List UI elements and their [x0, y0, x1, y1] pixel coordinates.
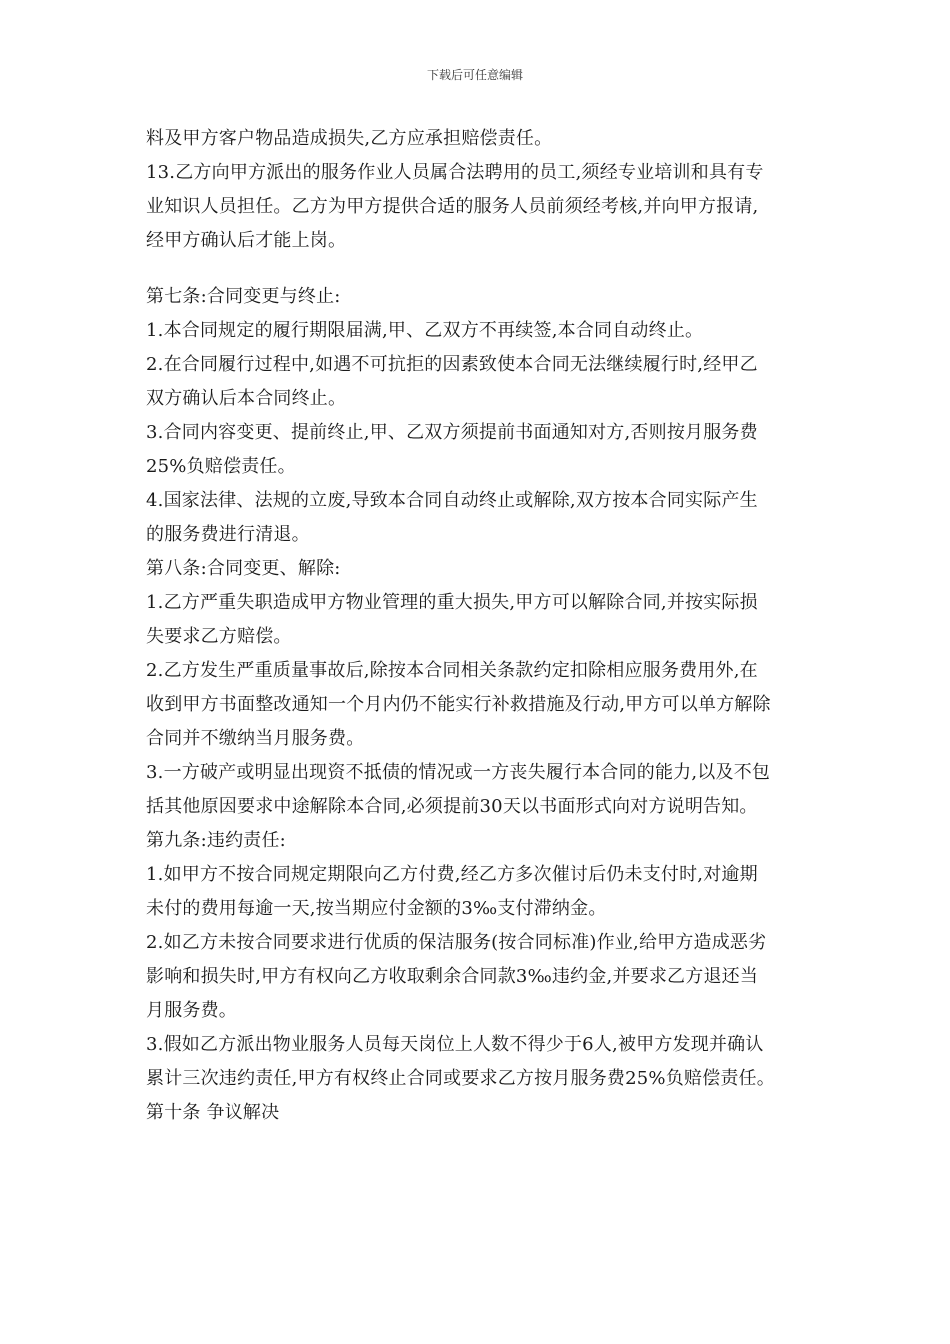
text-line: 料及甲方客户物品造成损失,乙方应承担赔偿责任。: [146, 128, 553, 149]
text-line: 合同并不缴纳当月服务费。: [146, 728, 365, 749]
text-line: 3.假如乙方派出物业服务人员每天岗位上人数不得少于6人,被甲方发现并确认: [146, 1034, 764, 1055]
text-line: 3.一方破产或明显出现资不抵债的情况或一方丧失履行本合同的能力,以及不包: [146, 762, 771, 783]
text-line: 2.在合同履行过程中,如遇不可抗拒的因素致使本合同无法继续履行时,经甲乙: [146, 354, 758, 375]
text-line: 2.如乙方未按合同要求进行优质的保洁服务(按合同标准)作业,给甲方造成恶劣: [146, 932, 767, 953]
text-line: 双方确认后本合同终止。: [146, 388, 347, 409]
text-line: 2.乙方发生严重质量事故后,除按本合同相关条款约定扣除相应服务费用外,在: [146, 660, 758, 681]
text-line: 括其他原因要求中途解除本合同,必须提前30天以书面形式向对方说明告知。: [146, 796, 758, 817]
header-note: 下载后可任意编辑: [426, 68, 523, 82]
text-line: 的服务费进行清退。: [146, 524, 310, 545]
text-line: 失要求乙方赔偿。: [146, 626, 292, 647]
text-line: 经甲方确认后才能上岗。: [146, 230, 347, 251]
text-line: 未付的费用每逾一天,按当期应付金额的3‰支付滞纳金。: [146, 898, 607, 919]
text-line: 累计三次违约责任,甲方有权终止合同或要求乙方按月服务费25%负赔偿责任。: [146, 1068, 775, 1089]
text-line: 1.如甲方不按合同规定期限向乙方付费,经乙方多次催讨后仍未支付时,对逾期: [146, 864, 758, 885]
text-line: 13.乙方向甲方派出的服务作业人员属合法聘用的员工,须经专业培训和具有专: [146, 162, 764, 183]
text-line: 1.本合同规定的履行期限届满,甲、乙双方不再续签,本合同自动终止。: [146, 320, 704, 341]
document-body: [146, 122, 808, 1130]
text-line: 影响和损失时,甲方有权向乙方收取剩余合同款3‰违约金,并要求乙方退还当: [146, 966, 759, 987]
section-heading-8: 第八条:合同变更、解除:: [146, 558, 341, 579]
text-line: 4.国家法律、法规的立废,导致本合同自动终止或解除,双方按本合同实际产生: [146, 490, 758, 511]
text-line: 收到甲方书面整改通知一个月内仍不能实行补救措施及行动,甲方可以单方解除: [146, 694, 771, 715]
text-line: 3.合同内容变更、提前终止,甲、乙双方须提前书面通知对方,否则按月服务费: [146, 422, 758, 443]
text-line: 业知识人员担任。乙方为甲方提供合适的服务人员前须经考核,并向甲方报请,: [146, 196, 759, 217]
text-line: 25%负赔偿责任。: [146, 456, 296, 477]
paragraph-gap: [146, 258, 808, 280]
text-line: 月服务费。: [146, 1000, 237, 1021]
section-heading-7: 第七条:合同变更与终止:: [146, 286, 341, 307]
section-heading-10: 第十条 争议解决: [146, 1102, 280, 1123]
text-line: 1.乙方严重失职造成甲方物业管理的重大损失,甲方可以解除合同,并按实际损: [146, 592, 758, 613]
section-heading-9: 第九条:违约责任:: [146, 830, 286, 851]
